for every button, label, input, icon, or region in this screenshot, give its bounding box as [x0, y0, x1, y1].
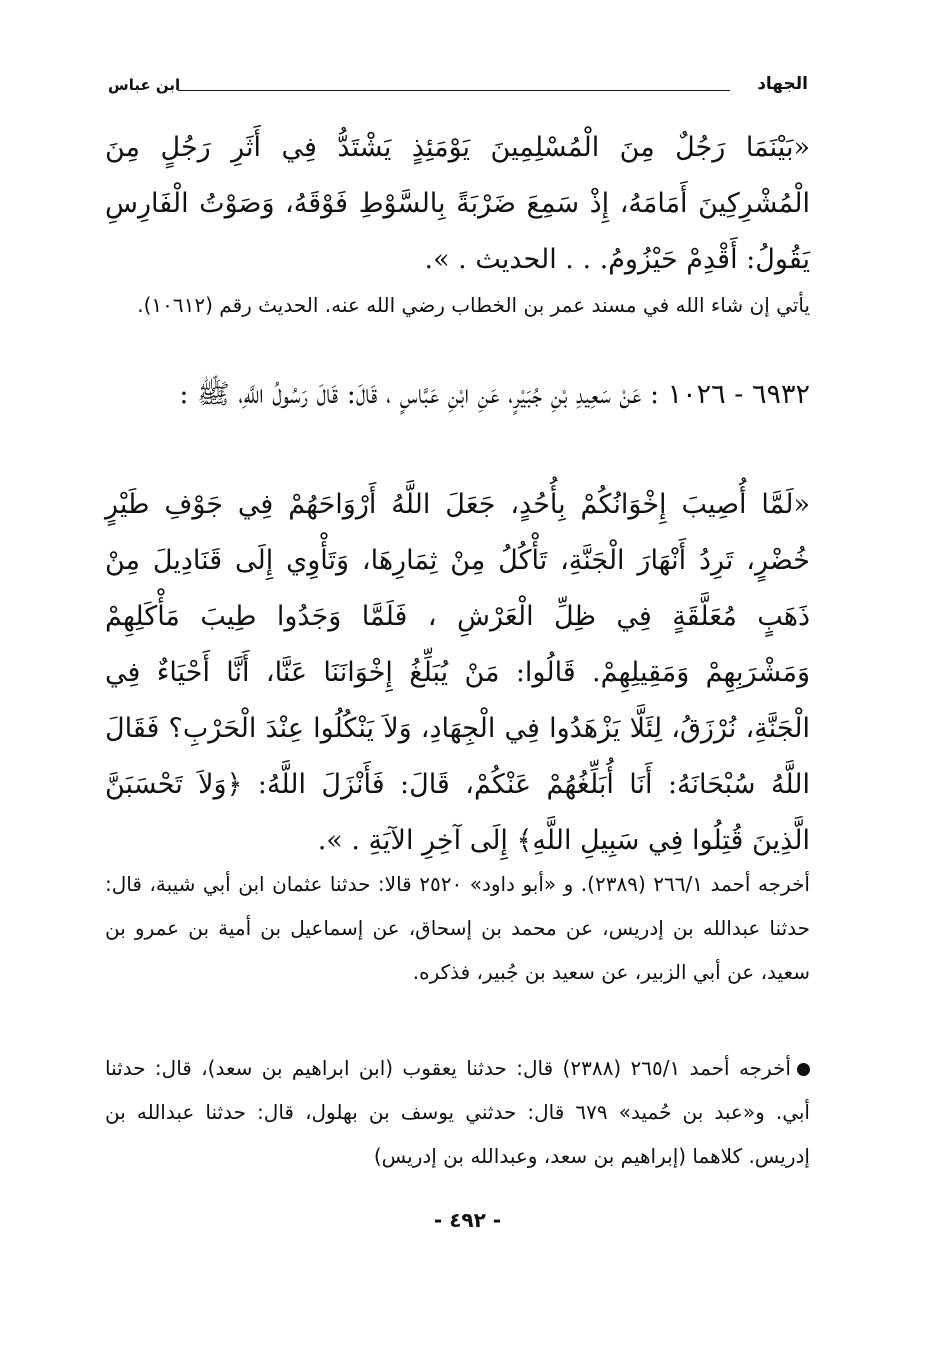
- header-chapter-title: الجهاد: [757, 74, 808, 94]
- takhrij-text: أخرجه أحمد ٢٦٦/١ (٢٣٨٩). و «أبو داود» ٢٥٢٠ قالا: حدثنا عثمان ابن أبي شيبة، قال: حدثنا عبدالله بن إدريس، عن محمد بن إسحاق، عن إسماعيل بن أمية بن عمرو بن سعيد، عن أبي الزبير، عن سعيد بن جُبير، فذكره.: [105, 872, 810, 984]
- takhrij-text: أخرجه أحمد ٢٦٥/١ (٢٣٨٨) قال: حدثنا يعقوب (ابن ابراهيم بن سعد)، قال: حدثنا أبي. و«عبد بن حُميد» ٦٧٩ قال: حدثني يوسف بن بهلول، قال: حدثنا عبدالله بن إدريس. كلاهما (إبراهيم بن سعد، وعبدالله بن إدريس): [105, 1056, 810, 1168]
- hadith-continuation: «بَيْنَمَا رَجُلٌ مِنَ الْمُسْلِمِينَ يَوْمَئِذٍ يَشْتَدُّ فِي أَثَرِ رَجُلٍ مِنَ الْمُشْرِكِينَ أَمَامَهُ، إِذْ سَمِعَ ضَرْبَةً بِالسَّوْطِ فَوْقَهُ، وَصَوْتُ الْفَارِسِ يَقُولُ: أَقْدِمْ حَيْزُومُ. . . الحديث . ».: [105, 132, 810, 275]
- takhrij-paragraph: [105, 1046, 810, 1178]
- cross-reference-note: يأتي إن شاء الله في مسند عمر بن الخطاب رضي الله عنه. الحديث رقم (١٠٦١٢).: [137, 293, 810, 317]
- running-header: [108, 74, 808, 104]
- hadith-isnad: ٦٩٣٢ - ١٠٢٦ : عَنْ سَعِيدِ بْنِ جُبَيْرٍ، عَنِ ابْنِ عَبَّاسٍ ، قَالَ: قَالَ رَسُولُ اللَّهِ، ﷺ :: [179, 379, 810, 410]
- page-number: - ٤٩٢ -: [433, 1208, 502, 1232]
- bullet-icon: [797, 1063, 810, 1076]
- hadith-matn: «لَمَّا أُصِيبَ إِخْوَانُكُمْ بِأُحُدٍ، جَعَلَ اللَّهُ أَرْوَاحَهُمْ فِي جَوْفِ طَيْرٍ خُضْرٍ، تَرِدُ أَنْهَارَ الْجَنَّةِ، تَأْكُلُ مِنْ ثِمَارِهَا، وَتَأْوِي إِلَى قَنَادِيلَ مِنْ ذَهَبٍ مُعَلَّقَةٍ فِي ظِلِّ الْعَرْشِ ، فَلَمَّا وَجَدُوا طِيبَ مَأْكَلِهِمْ وَمَشْرَبِهِمْ وَمَقِيلِهِمْ. قَالُوا: مَنْ يُبَلِّغُ إِخْوَانَنَا عَنَّا، أَنَّا أَحْيَاءٌ فِي الْجَنَّةِ، نُرْزَقُ، لِئَلَّا يَزْهَدُوا فِي الْجِهَادِ، وَلاَ يَنْكُلُوا عِنْدَ الْحَرْبِ؟ فَقَالَ اللَّهُ سُبْحَانَهُ: أَنَا أُبَلِّغُهُمْ عَنْكُمْ، قَالَ: فَأَنْزَلَ اللَّهُ: ﴿وَلاَ تَحْسَبَنَّ الَّذِينَ قُتِلُوا فِي سَبِيلِ اللَّهِ﴾ إِلَى آخِرِ الآيَةِ . ».: [105, 489, 810, 856]
- takhrij-paragraph: [105, 862, 810, 994]
- header-rule: [178, 90, 730, 91]
- header-author: ابن عباس: [108, 76, 181, 94]
